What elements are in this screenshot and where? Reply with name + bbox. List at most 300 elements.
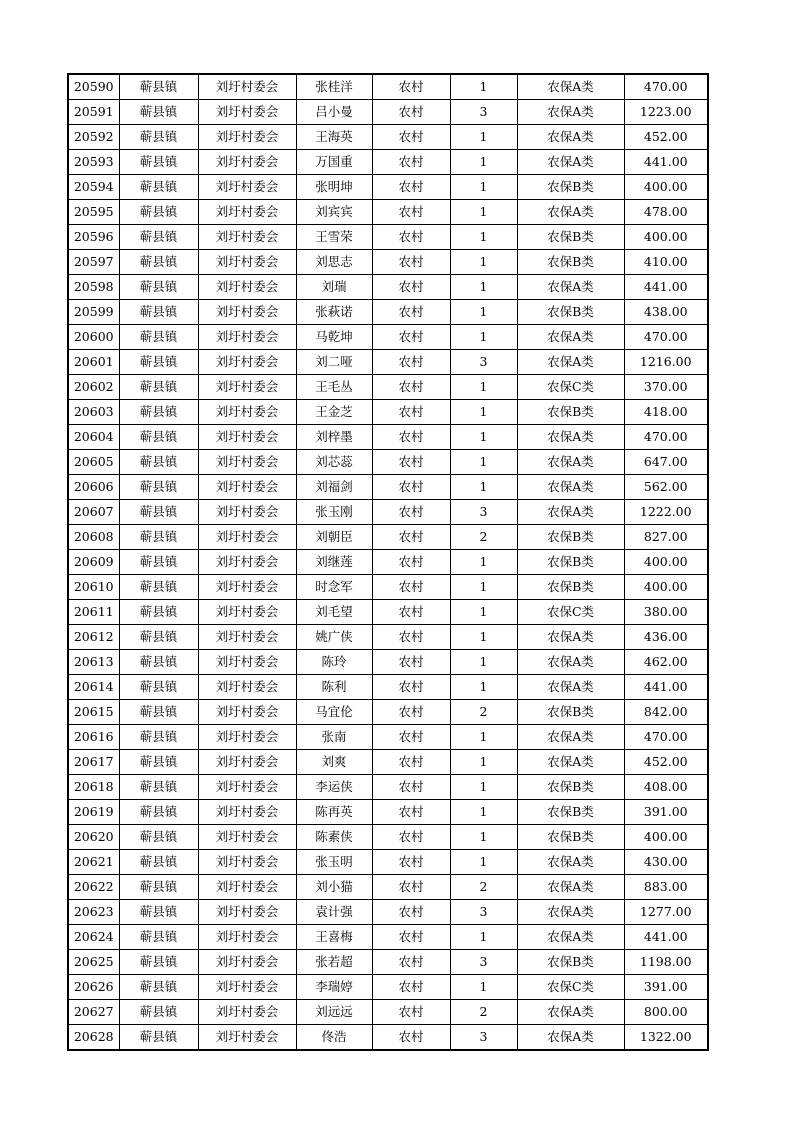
village-committee-cell: 刘圩村委会 bbox=[198, 150, 296, 175]
amount-cell: 430.00 bbox=[624, 850, 708, 875]
village-committee-cell: 刘圩村委会 bbox=[198, 925, 296, 950]
serial-number-cell: 20599 bbox=[68, 300, 119, 325]
amount-cell: 391.00 bbox=[624, 975, 708, 1000]
village-committee-cell: 刘圩村委会 bbox=[198, 74, 296, 100]
household-type-cell: 农村 bbox=[372, 125, 450, 150]
serial-number-cell: 20612 bbox=[68, 625, 119, 650]
amount-cell: 438.00 bbox=[624, 300, 708, 325]
amount-cell: 470.00 bbox=[624, 74, 708, 100]
amount-cell: 441.00 bbox=[624, 275, 708, 300]
amount-cell: 441.00 bbox=[624, 675, 708, 700]
name-cell: 姚广侠 bbox=[296, 625, 372, 650]
table-row bbox=[68, 600, 708, 625]
village-committee-cell: 刘圩村委会 bbox=[198, 750, 296, 775]
household-size-cell: 2 bbox=[450, 875, 517, 900]
table-row bbox=[68, 300, 708, 325]
household-type-cell: 农村 bbox=[372, 325, 450, 350]
town-cell: 蕲县镇 bbox=[119, 125, 198, 150]
town-cell: 蕲县镇 bbox=[119, 775, 198, 800]
village-committee-cell: 刘圩村委会 bbox=[198, 125, 296, 150]
insurance-category-cell: 农保B类 bbox=[517, 700, 624, 725]
insurance-category-cell: 农保B类 bbox=[517, 775, 624, 800]
household-type-cell: 农村 bbox=[372, 850, 450, 875]
table-row bbox=[68, 74, 708, 100]
name-cell: 张明坤 bbox=[296, 175, 372, 200]
town-cell: 蕲县镇 bbox=[119, 425, 198, 450]
village-committee-cell: 刘圩村委会 bbox=[198, 950, 296, 975]
town-cell: 蕲县镇 bbox=[119, 350, 198, 375]
insurance-category-cell: 农保A类 bbox=[517, 725, 624, 750]
amount-cell: 452.00 bbox=[624, 125, 708, 150]
household-size-cell: 1 bbox=[450, 250, 517, 275]
household-type-cell: 农村 bbox=[372, 225, 450, 250]
amount-cell: 647.00 bbox=[624, 450, 708, 475]
insurance-category-cell: 农保B类 bbox=[517, 400, 624, 425]
amount-cell: 478.00 bbox=[624, 200, 708, 225]
household-type-cell: 农村 bbox=[372, 575, 450, 600]
name-cell: 刘瑞 bbox=[296, 275, 372, 300]
village-committee-cell: 刘圩村委会 bbox=[198, 675, 296, 700]
amount-cell: 400.00 bbox=[624, 575, 708, 600]
insurance-category-cell: 农保A类 bbox=[517, 275, 624, 300]
serial-number-cell: 20608 bbox=[68, 525, 119, 550]
town-cell: 蕲县镇 bbox=[119, 175, 198, 200]
insurance-category-cell: 农保B类 bbox=[517, 175, 624, 200]
village-committee-cell: 刘圩村委会 bbox=[198, 850, 296, 875]
village-committee-cell: 刘圩村委会 bbox=[198, 600, 296, 625]
village-committee-cell: 刘圩村委会 bbox=[198, 875, 296, 900]
household-type-cell: 农村 bbox=[372, 800, 450, 825]
village-committee-cell: 刘圩村委会 bbox=[198, 1000, 296, 1025]
household-type-cell: 农村 bbox=[372, 525, 450, 550]
town-cell: 蕲县镇 bbox=[119, 300, 198, 325]
serial-number-cell: 20614 bbox=[68, 675, 119, 700]
amount-cell: 883.00 bbox=[624, 875, 708, 900]
serial-number-cell: 20605 bbox=[68, 450, 119, 475]
village-committee-cell: 刘圩村委会 bbox=[198, 425, 296, 450]
name-cell: 陈素侠 bbox=[296, 825, 372, 850]
town-cell: 蕲县镇 bbox=[119, 750, 198, 775]
insurance-category-cell: 农保A类 bbox=[517, 475, 624, 500]
name-cell: 王雪荣 bbox=[296, 225, 372, 250]
household-size-cell: 1 bbox=[450, 200, 517, 225]
name-cell: 万国重 bbox=[296, 150, 372, 175]
name-cell: 王毛丛 bbox=[296, 375, 372, 400]
insurance-category-cell: 农保A类 bbox=[517, 425, 624, 450]
serial-number-cell: 20621 bbox=[68, 850, 119, 875]
household-size-cell: 1 bbox=[450, 550, 517, 575]
table-row bbox=[68, 750, 708, 775]
household-size-cell: 1 bbox=[450, 800, 517, 825]
household-size-cell: 1 bbox=[450, 300, 517, 325]
amount-cell: 418.00 bbox=[624, 400, 708, 425]
serial-number-cell: 20597 bbox=[68, 250, 119, 275]
insurance-category-cell: 农保A类 bbox=[517, 675, 624, 700]
name-cell: 袁计强 bbox=[296, 900, 372, 925]
household-size-cell: 1 bbox=[450, 850, 517, 875]
serial-number-cell: 20600 bbox=[68, 325, 119, 350]
name-cell: 马宜伦 bbox=[296, 700, 372, 725]
household-type-cell: 农村 bbox=[372, 400, 450, 425]
village-committee-cell: 刘圩村委会 bbox=[198, 250, 296, 275]
table-row bbox=[68, 925, 708, 950]
household-size-cell: 1 bbox=[450, 225, 517, 250]
serial-number-cell: 20603 bbox=[68, 400, 119, 425]
amount-cell: 1198.00 bbox=[624, 950, 708, 975]
insurance-category-cell: 农保B类 bbox=[517, 825, 624, 850]
insurance-category-cell: 农保B类 bbox=[517, 300, 624, 325]
table-row bbox=[68, 900, 708, 925]
insurance-category-cell: 农保A类 bbox=[517, 350, 624, 375]
village-committee-cell: 刘圩村委会 bbox=[198, 625, 296, 650]
household-type-cell: 农村 bbox=[372, 425, 450, 450]
insurance-category-cell: 农保A类 bbox=[517, 325, 624, 350]
household-size-cell: 1 bbox=[450, 175, 517, 200]
name-cell: 王金芝 bbox=[296, 400, 372, 425]
town-cell: 蕲县镇 bbox=[119, 975, 198, 1000]
serial-number-cell: 20594 bbox=[68, 175, 119, 200]
amount-cell: 400.00 bbox=[624, 550, 708, 575]
household-size-cell: 1 bbox=[450, 975, 517, 1000]
assistance-roster-table bbox=[67, 73, 709, 1051]
village-committee-cell: 刘圩村委会 bbox=[198, 975, 296, 1000]
serial-number-cell: 20593 bbox=[68, 150, 119, 175]
household-type-cell: 农村 bbox=[372, 950, 450, 975]
insurance-category-cell: 农保A类 bbox=[517, 875, 624, 900]
serial-number-cell: 20619 bbox=[68, 800, 119, 825]
village-committee-cell: 刘圩村委会 bbox=[198, 800, 296, 825]
household-size-cell: 3 bbox=[450, 350, 517, 375]
town-cell: 蕲县镇 bbox=[119, 74, 198, 100]
amount-cell: 441.00 bbox=[624, 150, 708, 175]
name-cell: 陈再英 bbox=[296, 800, 372, 825]
amount-cell: 800.00 bbox=[624, 1000, 708, 1025]
village-committee-cell: 刘圩村委会 bbox=[198, 400, 296, 425]
household-size-cell: 1 bbox=[450, 325, 517, 350]
household-type-cell: 农村 bbox=[372, 775, 450, 800]
household-size-cell: 1 bbox=[450, 425, 517, 450]
household-type-cell: 农村 bbox=[372, 675, 450, 700]
table-row bbox=[68, 575, 708, 600]
serial-number-cell: 20592 bbox=[68, 125, 119, 150]
town-cell: 蕲县镇 bbox=[119, 600, 198, 625]
serial-number-cell: 20620 bbox=[68, 825, 119, 850]
household-size-cell: 1 bbox=[450, 775, 517, 800]
household-type-cell: 农村 bbox=[372, 750, 450, 775]
serial-number-cell: 20604 bbox=[68, 425, 119, 450]
household-size-cell: 3 bbox=[450, 900, 517, 925]
table-row bbox=[68, 400, 708, 425]
household-type-cell: 农村 bbox=[372, 900, 450, 925]
name-cell: 刘福剑 bbox=[296, 475, 372, 500]
village-committee-cell: 刘圩村委会 bbox=[198, 225, 296, 250]
insurance-category-cell: 农保B类 bbox=[517, 525, 624, 550]
amount-cell: 842.00 bbox=[624, 700, 708, 725]
town-cell: 蕲县镇 bbox=[119, 900, 198, 925]
household-size-cell: 1 bbox=[450, 625, 517, 650]
household-type-cell: 农村 bbox=[372, 700, 450, 725]
town-cell: 蕲县镇 bbox=[119, 200, 198, 225]
village-committee-cell: 刘圩村委会 bbox=[198, 575, 296, 600]
table-row bbox=[68, 225, 708, 250]
household-type-cell: 农村 bbox=[372, 300, 450, 325]
roster-body bbox=[68, 74, 708, 1050]
serial-number-cell: 20596 bbox=[68, 225, 119, 250]
name-cell: 刘远远 bbox=[296, 1000, 372, 1025]
serial-number-cell: 20628 bbox=[68, 1025, 119, 1051]
town-cell: 蕲县镇 bbox=[119, 325, 198, 350]
name-cell: 陈利 bbox=[296, 675, 372, 700]
name-cell: 陈玲 bbox=[296, 650, 372, 675]
name-cell: 刘毛望 bbox=[296, 600, 372, 625]
serial-number-cell: 20615 bbox=[68, 700, 119, 725]
household-size-cell: 1 bbox=[450, 925, 517, 950]
table-row bbox=[68, 325, 708, 350]
town-cell: 蕲县镇 bbox=[119, 100, 198, 125]
household-type-cell: 农村 bbox=[372, 250, 450, 275]
household-size-cell: 1 bbox=[450, 150, 517, 175]
table-row bbox=[68, 100, 708, 125]
serial-number-cell: 20607 bbox=[68, 500, 119, 525]
village-committee-cell: 刘圩村委会 bbox=[198, 200, 296, 225]
household-size-cell: 1 bbox=[450, 750, 517, 775]
serial-number-cell: 20622 bbox=[68, 875, 119, 900]
table-row bbox=[68, 375, 708, 400]
town-cell: 蕲县镇 bbox=[119, 275, 198, 300]
serial-number-cell: 20591 bbox=[68, 100, 119, 125]
table-row bbox=[68, 800, 708, 825]
table-row bbox=[68, 175, 708, 200]
table-row bbox=[68, 425, 708, 450]
town-cell: 蕲县镇 bbox=[119, 375, 198, 400]
serial-number-cell: 20613 bbox=[68, 650, 119, 675]
serial-number-cell: 20595 bbox=[68, 200, 119, 225]
household-type-cell: 农村 bbox=[372, 74, 450, 100]
amount-cell: 470.00 bbox=[624, 725, 708, 750]
amount-cell: 370.00 bbox=[624, 375, 708, 400]
amount-cell: 436.00 bbox=[624, 625, 708, 650]
table-row bbox=[68, 625, 708, 650]
amount-cell: 391.00 bbox=[624, 800, 708, 825]
name-cell: 张若超 bbox=[296, 950, 372, 975]
village-committee-cell: 刘圩村委会 bbox=[198, 375, 296, 400]
table-row bbox=[68, 700, 708, 725]
household-type-cell: 农村 bbox=[372, 200, 450, 225]
serial-number-cell: 20601 bbox=[68, 350, 119, 375]
household-type-cell: 农村 bbox=[372, 475, 450, 500]
insurance-category-cell: 农保A类 bbox=[517, 74, 624, 100]
table-row bbox=[68, 1000, 708, 1025]
village-committee-cell: 刘圩村委会 bbox=[198, 325, 296, 350]
table-row bbox=[68, 450, 708, 475]
household-type-cell: 农村 bbox=[372, 600, 450, 625]
household-type-cell: 农村 bbox=[372, 500, 450, 525]
insurance-category-cell: 农保A类 bbox=[517, 900, 624, 925]
name-cell: 刘朝臣 bbox=[296, 525, 372, 550]
insurance-category-cell: 农保B类 bbox=[517, 800, 624, 825]
insurance-category-cell: 农保A类 bbox=[517, 450, 624, 475]
household-type-cell: 农村 bbox=[372, 150, 450, 175]
name-cell: 刘爽 bbox=[296, 750, 372, 775]
serial-number-cell: 20624 bbox=[68, 925, 119, 950]
town-cell: 蕲县镇 bbox=[119, 475, 198, 500]
household-type-cell: 农村 bbox=[372, 975, 450, 1000]
insurance-category-cell: 农保B类 bbox=[517, 550, 624, 575]
name-cell: 王喜梅 bbox=[296, 925, 372, 950]
village-committee-cell: 刘圩村委会 bbox=[198, 100, 296, 125]
table-row bbox=[68, 550, 708, 575]
serial-number-cell: 20606 bbox=[68, 475, 119, 500]
village-committee-cell: 刘圩村委会 bbox=[198, 725, 296, 750]
name-cell: 刘思志 bbox=[296, 250, 372, 275]
serial-number-cell: 20623 bbox=[68, 900, 119, 925]
amount-cell: 1322.00 bbox=[624, 1025, 708, 1051]
town-cell: 蕲县镇 bbox=[119, 725, 198, 750]
name-cell: 刘梓墨 bbox=[296, 425, 372, 450]
table-row bbox=[68, 525, 708, 550]
table-row bbox=[68, 500, 708, 525]
household-size-cell: 2 bbox=[450, 525, 517, 550]
insurance-category-cell: 农保A类 bbox=[517, 500, 624, 525]
serial-number-cell: 20611 bbox=[68, 600, 119, 625]
household-size-cell: 3 bbox=[450, 950, 517, 975]
village-committee-cell: 刘圩村委会 bbox=[198, 825, 296, 850]
household-size-cell: 1 bbox=[450, 275, 517, 300]
household-type-cell: 农村 bbox=[372, 350, 450, 375]
household-size-cell: 3 bbox=[450, 1025, 517, 1051]
town-cell: 蕲县镇 bbox=[119, 575, 198, 600]
serial-number-cell: 20618 bbox=[68, 775, 119, 800]
town-cell: 蕲县镇 bbox=[119, 450, 198, 475]
town-cell: 蕲县镇 bbox=[119, 550, 198, 575]
household-type-cell: 农村 bbox=[372, 725, 450, 750]
insurance-category-cell: 农保B类 bbox=[517, 950, 624, 975]
town-cell: 蕲县镇 bbox=[119, 1025, 198, 1051]
name-cell: 刘宾宾 bbox=[296, 200, 372, 225]
household-size-cell: 1 bbox=[450, 375, 517, 400]
insurance-category-cell: 农保C类 bbox=[517, 600, 624, 625]
household-size-cell: 2 bbox=[450, 700, 517, 725]
insurance-category-cell: 农保A类 bbox=[517, 125, 624, 150]
household-size-cell: 1 bbox=[450, 650, 517, 675]
amount-cell: 562.00 bbox=[624, 475, 708, 500]
insurance-category-cell: 农保A类 bbox=[517, 100, 624, 125]
amount-cell: 462.00 bbox=[624, 650, 708, 675]
village-committee-cell: 刘圩村委会 bbox=[198, 525, 296, 550]
town-cell: 蕲县镇 bbox=[119, 250, 198, 275]
insurance-category-cell: 农保A类 bbox=[517, 200, 624, 225]
table-row bbox=[68, 975, 708, 1000]
name-cell: 张玉明 bbox=[296, 850, 372, 875]
amount-cell: 400.00 bbox=[624, 825, 708, 850]
household-type-cell: 农村 bbox=[372, 550, 450, 575]
name-cell: 刘芯蕊 bbox=[296, 450, 372, 475]
table-row bbox=[68, 950, 708, 975]
town-cell: 蕲县镇 bbox=[119, 150, 198, 175]
household-size-cell: 1 bbox=[450, 725, 517, 750]
household-type-cell: 农村 bbox=[372, 175, 450, 200]
insurance-category-cell: 农保A类 bbox=[517, 625, 624, 650]
village-committee-cell: 刘圩村委会 bbox=[198, 450, 296, 475]
household-type-cell: 农村 bbox=[372, 375, 450, 400]
town-cell: 蕲县镇 bbox=[119, 650, 198, 675]
serial-number-cell: 20590 bbox=[68, 74, 119, 100]
household-size-cell: 1 bbox=[450, 600, 517, 625]
serial-number-cell: 20616 bbox=[68, 725, 119, 750]
name-cell: 马乾坤 bbox=[296, 325, 372, 350]
table-row bbox=[68, 675, 708, 700]
insurance-category-cell: 农保A类 bbox=[517, 1025, 624, 1051]
household-size-cell: 1 bbox=[450, 450, 517, 475]
table-row bbox=[68, 850, 708, 875]
amount-cell: 1222.00 bbox=[624, 500, 708, 525]
village-committee-cell: 刘圩村委会 bbox=[198, 550, 296, 575]
insurance-category-cell: 农保A类 bbox=[517, 1000, 624, 1025]
amount-cell: 452.00 bbox=[624, 750, 708, 775]
village-committee-cell: 刘圩村委会 bbox=[198, 775, 296, 800]
household-size-cell: 1 bbox=[450, 825, 517, 850]
insurance-category-cell: 农保A类 bbox=[517, 750, 624, 775]
amount-cell: 1277.00 bbox=[624, 900, 708, 925]
name-cell: 王海英 bbox=[296, 125, 372, 150]
household-type-cell: 农村 bbox=[372, 450, 450, 475]
name-cell: 李瑞婷 bbox=[296, 975, 372, 1000]
amount-cell: 470.00 bbox=[624, 425, 708, 450]
town-cell: 蕲县镇 bbox=[119, 700, 198, 725]
name-cell: 佟浩 bbox=[296, 1025, 372, 1051]
amount-cell: 441.00 bbox=[624, 925, 708, 950]
household-type-cell: 农村 bbox=[372, 1025, 450, 1051]
town-cell: 蕲县镇 bbox=[119, 225, 198, 250]
amount-cell: 410.00 bbox=[624, 250, 708, 275]
table-row bbox=[68, 200, 708, 225]
household-type-cell: 农村 bbox=[372, 625, 450, 650]
table-row bbox=[68, 275, 708, 300]
table-row bbox=[68, 125, 708, 150]
amount-cell: 470.00 bbox=[624, 325, 708, 350]
amount-cell: 1216.00 bbox=[624, 350, 708, 375]
table-row bbox=[68, 650, 708, 675]
name-cell: 张萩诺 bbox=[296, 300, 372, 325]
household-size-cell: 2 bbox=[450, 1000, 517, 1025]
village-committee-cell: 刘圩村委会 bbox=[198, 700, 296, 725]
serial-number-cell: 20626 bbox=[68, 975, 119, 1000]
town-cell: 蕲县镇 bbox=[119, 525, 198, 550]
town-cell: 蕲县镇 bbox=[119, 500, 198, 525]
serial-number-cell: 20598 bbox=[68, 275, 119, 300]
town-cell: 蕲县镇 bbox=[119, 400, 198, 425]
household-type-cell: 农村 bbox=[372, 825, 450, 850]
village-committee-cell: 刘圩村委会 bbox=[198, 500, 296, 525]
amount-cell: 827.00 bbox=[624, 525, 708, 550]
insurance-category-cell: 农保A类 bbox=[517, 150, 624, 175]
table-row bbox=[68, 775, 708, 800]
household-size-cell: 3 bbox=[450, 500, 517, 525]
table-row bbox=[68, 250, 708, 275]
village-committee-cell: 刘圩村委会 bbox=[198, 275, 296, 300]
town-cell: 蕲县镇 bbox=[119, 1000, 198, 1025]
household-size-cell: 3 bbox=[450, 100, 517, 125]
village-committee-cell: 刘圩村委会 bbox=[198, 650, 296, 675]
household-type-cell: 农村 bbox=[372, 650, 450, 675]
table-row bbox=[68, 150, 708, 175]
village-committee-cell: 刘圩村委会 bbox=[198, 175, 296, 200]
household-type-cell: 农村 bbox=[372, 275, 450, 300]
household-size-cell: 1 bbox=[450, 125, 517, 150]
household-size-cell: 1 bbox=[450, 74, 517, 100]
amount-cell: 400.00 bbox=[624, 175, 708, 200]
table-row bbox=[68, 1025, 708, 1051]
